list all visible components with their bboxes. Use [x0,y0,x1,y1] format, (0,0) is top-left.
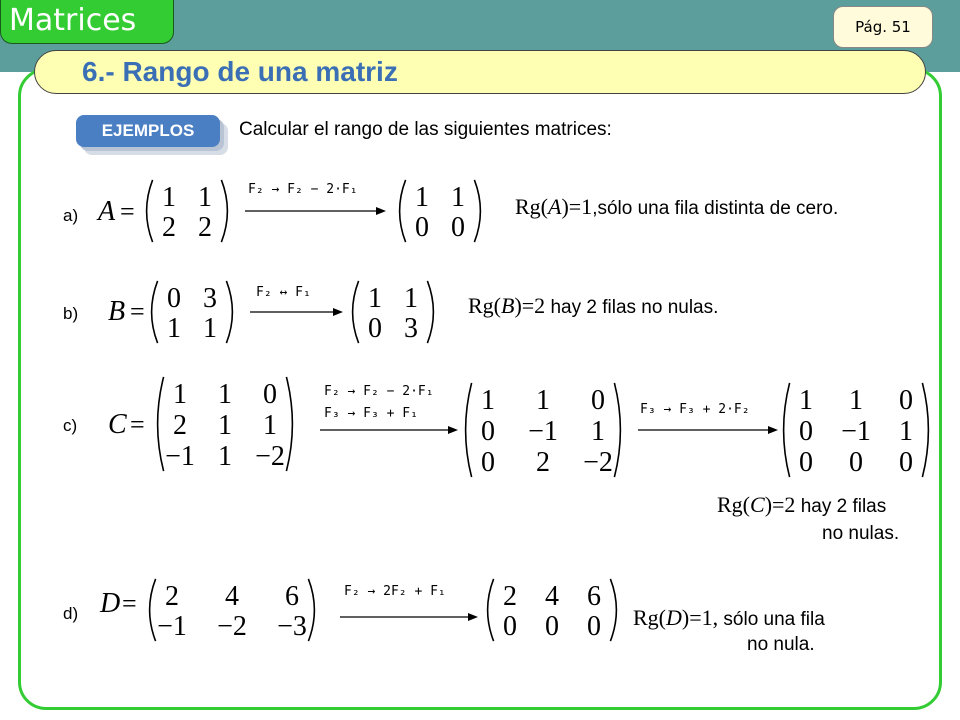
arrow-b-head [333,308,343,316]
problem-c-rank-note-line2: no nulas. [822,523,900,544]
matrix-d-cell: 2 [165,580,179,612]
matrix-a-cell: 2 [162,211,176,243]
matrix-a-name: A [98,196,116,227]
matrix-b-cell: 0 [167,282,181,314]
matrix-d-equals: = [122,589,137,618]
matrix-a-result-cell: 0 [415,211,429,243]
matrix-b-equals: = [130,297,145,326]
matrix-c-intermediate-cell: −1 [528,415,558,447]
matrix-c-result-cell: 0 [799,415,813,447]
problem-d-rank-note-line2: no nula. [747,634,815,655]
matrix-a-result-cell: 1 [415,181,429,213]
matrix-c-intermediate-cell: −2 [583,446,613,478]
matrix-c-result-cell: 0 [899,384,913,416]
problem-c-operation-1: F₂ → F₂ − 2·F₁ [324,384,434,399]
matrix-d-result-cell: 4 [545,580,559,612]
matrix-c-cell: 1 [263,409,277,441]
matrix-c-result-left-paren [784,383,790,477]
matrix-c-intermediate-cell: 0 [591,384,605,416]
matrix-c-result-cell: 1 [899,415,913,447]
matrix-d-result-cell: 0 [587,610,601,642]
problem-b-label: b) [63,304,79,323]
matrix-c-equals: = [130,410,145,439]
section-title: 6.- Rango de una matriz [82,56,398,87]
matrix-a-result-cell: 0 [451,211,465,243]
matrix-c-result-right-paren [922,383,928,477]
matrix-b-result-left-paren [353,281,359,343]
matrix-c-cell: 1 [218,409,232,441]
matrix-d-cell: 6 [285,580,299,612]
matrix-b-left-paren [152,281,158,343]
problem-d-label: d) [63,604,79,623]
matrix-c-cell: 2 [173,409,187,441]
problem-c-rank: Rg(C)=2 hay 2 filas [717,492,887,517]
matrix-c-cell: −1 [165,440,195,472]
matrix-d-right-paren [308,579,314,641]
arrow-c-2-head [768,426,778,434]
matrix-d-result-cell: 0 [545,610,559,642]
matrix-b-cell: 1 [167,312,181,344]
matrix-c-result-cell: 0 [799,446,813,478]
matrix-a-equals: = [120,197,135,226]
matrix-c-intermediate-right-paren [614,383,620,477]
matrix-d-cell: −1 [157,610,187,642]
matrix-a-cell: 1 [198,181,212,213]
matrix-b-result-cell: 1 [368,282,382,314]
matrix-c-cell: 1 [218,440,232,472]
matrix-a-result-right-paren [474,180,480,242]
matrix-b-name: B [108,296,126,327]
problem-c-operation-3: F₃ → F₃ + 2·F₂ [640,402,750,417]
matrix-a-result-cell: 1 [451,181,465,213]
matrix-d-result-left-paren [488,579,494,641]
arrow-d-head [468,613,478,621]
matrix-c-cell: 1 [218,378,232,410]
matrix-c-intermediate-cell: 0 [481,415,495,447]
matrix-b-result-cell: 3 [404,312,418,344]
matrix-c-intermediate-cell: 0 [481,446,495,478]
matrix-c-name: C [108,409,127,440]
problem-d-rank: Rg(D)=1, sólo una fila [633,605,825,630]
matrix-c-result-cell: −1 [841,415,871,447]
matrix-c-cell: 0 [263,378,277,410]
problem-a-label: a) [63,206,79,225]
matrix-a-cell: 1 [162,181,176,213]
matrix-d-name: D [100,588,121,619]
problem-b-rank: Rg(B)=2 hay 2 filas no nulas. [468,293,719,318]
matrix-c-right-paren [286,377,292,471]
matrix-d-cell: −3 [277,610,307,642]
matrix-c-left-paren [158,377,164,471]
matrix-c-cell: −2 [255,440,285,472]
matrix-b-result-cell: 0 [368,312,382,344]
matrix-a-result-left-paren [400,180,406,242]
matrix-d-result-right-paren [610,579,616,641]
matrix-c-intermediate-left-paren [466,383,472,477]
matrix-c-result-cell: 1 [799,384,813,416]
matrix-a-right-paren [221,180,227,242]
page-number: Pág. 51 [833,6,933,48]
matrix-d-result-cell: 6 [587,580,601,612]
matrix-d-result-cell: 2 [503,580,517,612]
problem-b-operation: F₂ ↔ F₁ [256,285,311,300]
problem-c-label: c) [63,416,78,435]
arrow-c-1-head [448,426,458,434]
matrix-d-cell: −2 [217,610,247,642]
matrix-d-cell: 4 [225,580,239,612]
matrix-c-intermediate-cell: 2 [536,446,550,478]
matrix-b-cell: 3 [203,282,217,314]
matrix-d-result-cell: 0 [503,610,517,642]
arrow-a-head [376,207,386,215]
matrix-b-right-paren [226,281,232,343]
problem-a-rank: Rg(A)=1,sólo una fila distinta de cero. [515,194,839,219]
matrix-b-cell: 1 [203,312,217,344]
document-tab-title: Matrices [0,0,174,44]
problem-d-operation: F₂ → 2F₂ + F₁ [344,584,446,599]
matrix-c-intermediate-cell: 1 [591,415,605,447]
matrix-a-cell: 2 [198,211,212,243]
intro-text: Calcular el rango de las siguientes matrices: [239,119,612,140]
matrix-c-result-cell: 0 [899,446,913,478]
examples-badge: EJEMPLOS [76,115,220,147]
matrix-c-cell: 1 [173,378,187,410]
matrix-d-left-paren [150,579,156,641]
matrix-b-result-right-paren [427,281,433,343]
matrix-b-result-cell: 1 [404,282,418,314]
matrix-c-intermediate-cell: 1 [481,384,495,416]
matrix-c-intermediate-cell: 1 [536,384,550,416]
matrix-a-left-paren [147,180,153,242]
matrix-c-result-cell: 1 [849,384,863,416]
problem-a-operation: F₂ → F₂ − 2·F₁ [248,182,358,197]
matrix-c-result-cell: 0 [849,446,863,478]
problem-c-operation-2: F₃ → F₃ + F₁ [324,406,418,421]
